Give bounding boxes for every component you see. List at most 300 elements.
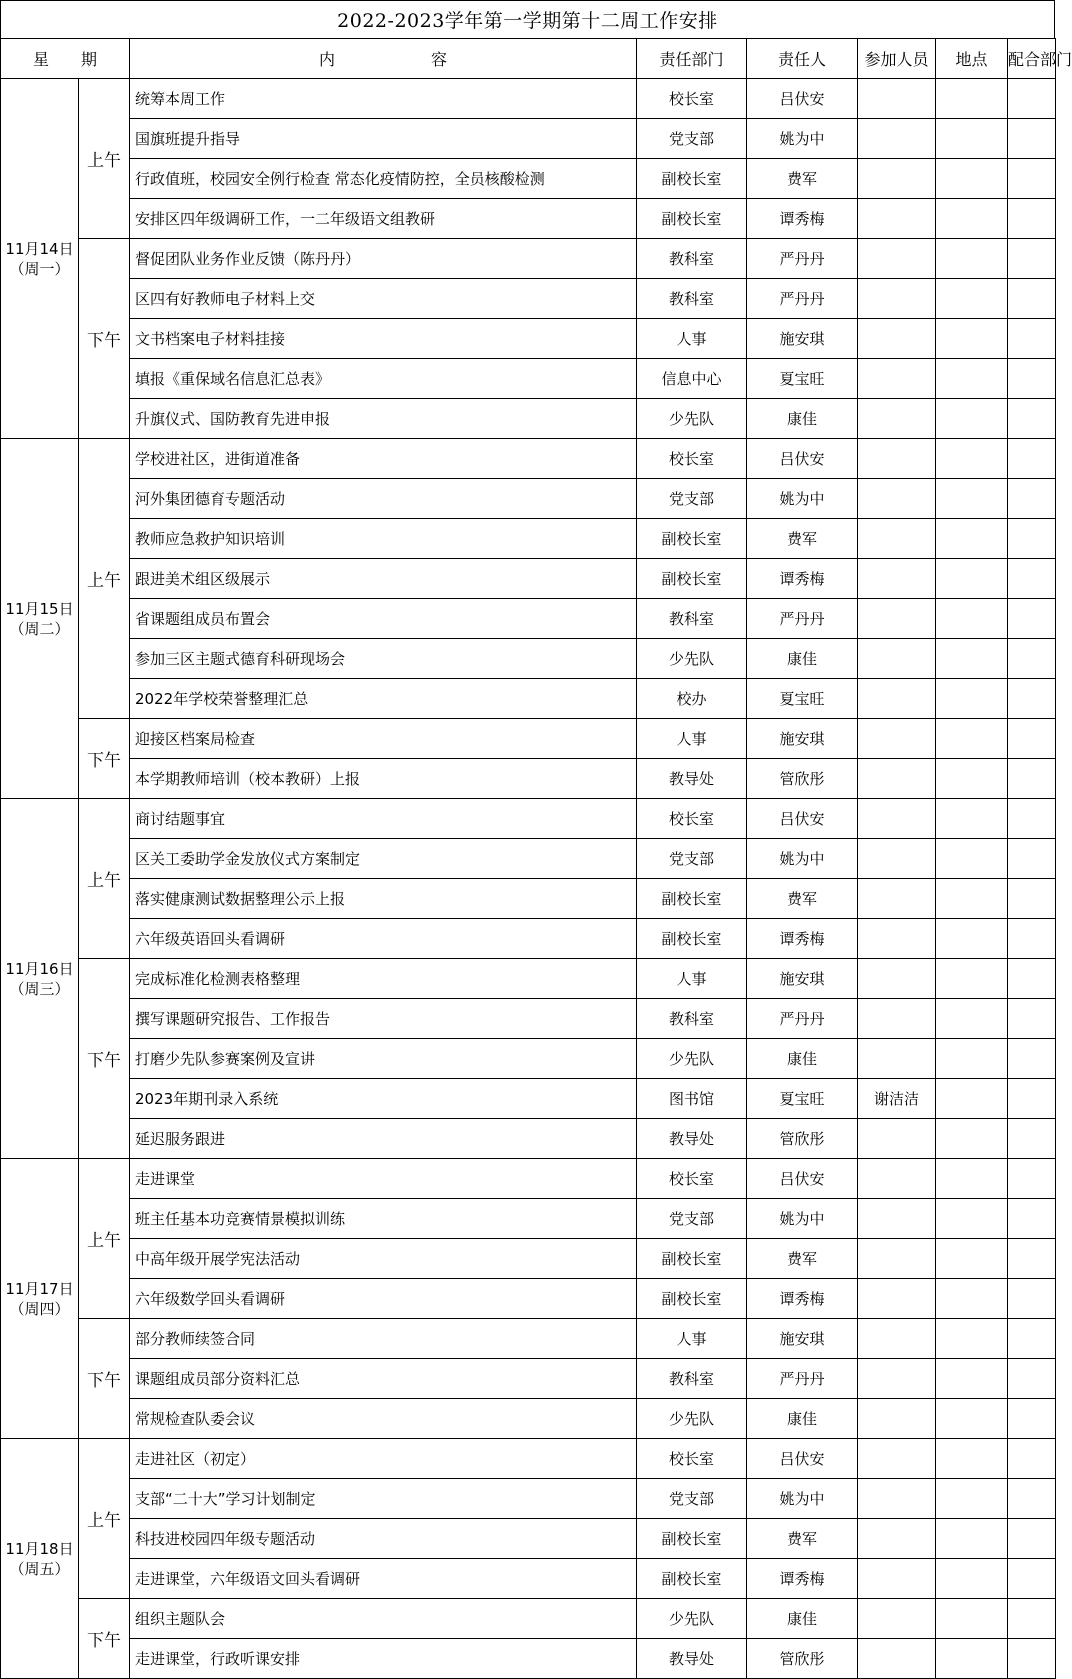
period-cell: 上午: [79, 1159, 130, 1319]
table-row: [1, 839, 1056, 879]
day-weekday: （周五）: [9, 1559, 70, 1578]
participants-cell: [858, 199, 936, 239]
content-cell: 班主任基本功竞赛情景模拟训练: [130, 1199, 637, 1239]
participants-cell: [858, 1399, 936, 1439]
person-cell: 夏宝旺: [747, 359, 858, 399]
participants-cell: [858, 1519, 936, 1559]
location-cell: [936, 1559, 1008, 1599]
coop-cell: [1008, 1479, 1056, 1519]
coop-cell: [1008, 359, 1056, 399]
table-row: [1, 1639, 1056, 1679]
content-cell: 课题组成员部分资料汇总: [130, 1359, 637, 1399]
participants-cell: [858, 1639, 936, 1679]
location-cell: [936, 1599, 1008, 1639]
content-cell: 走进课堂: [130, 1159, 637, 1199]
participants-cell: [858, 1599, 936, 1639]
table-row: [1, 439, 1056, 479]
person-cell: 吕伏安: [747, 439, 858, 479]
person-cell: 管欣彤: [747, 1119, 858, 1159]
coop-cell: [1008, 919, 1056, 959]
dept-cell: 校长室: [637, 1159, 747, 1199]
participants-cell: [858, 1559, 936, 1599]
dept-cell: 教科室: [637, 279, 747, 319]
dept-cell: 教科室: [637, 599, 747, 639]
content-cell: 组织主题队会: [130, 1599, 637, 1639]
participants-cell: [858, 359, 936, 399]
dept-cell: 党支部: [637, 1199, 747, 1239]
person-cell: 吕伏安: [747, 79, 858, 119]
coop-cell: [1008, 399, 1056, 439]
dept-cell: 图书馆: [637, 1079, 747, 1119]
location-cell: [936, 1319, 1008, 1359]
coop-cell: [1008, 1279, 1056, 1319]
participants-cell: [858, 639, 936, 679]
participants-cell: [858, 999, 936, 1039]
content-cell: 科技进校园四年级专题活动: [130, 1519, 637, 1559]
table-row: [1, 1559, 1056, 1599]
participants-cell: [858, 159, 936, 199]
coop-cell: [1008, 479, 1056, 519]
participants-cell: [858, 759, 936, 799]
coop-cell: [1008, 959, 1056, 999]
coop-cell: [1008, 1399, 1056, 1439]
person-cell: 康佳: [747, 1599, 858, 1639]
participants-cell: [858, 1359, 936, 1399]
table-row: [1, 199, 1056, 239]
participants-cell: [858, 79, 936, 119]
content-cell: 统筹本周工作: [130, 79, 637, 119]
dept-cell: 党支部: [637, 839, 747, 879]
location-cell: [936, 759, 1008, 799]
content-cell: 中高年级开展学宪法活动: [130, 1239, 637, 1279]
location-cell: [936, 719, 1008, 759]
person-cell: 谭秀梅: [747, 1559, 858, 1599]
person-cell: 吕伏安: [747, 1439, 858, 1479]
person-cell: 康佳: [747, 639, 858, 679]
period-cell: 下午: [79, 959, 130, 1159]
table-row: [1, 1359, 1056, 1399]
coop-cell: [1008, 879, 1056, 919]
coop-cell: [1008, 999, 1056, 1039]
table-row: [1, 1279, 1056, 1319]
person-cell: 费军: [747, 1519, 858, 1559]
content-cell: 区关工委助学金发放仪式方案制定: [130, 839, 637, 879]
table-row: [1, 1239, 1056, 1279]
table-row: [1, 999, 1056, 1039]
participants-cell: [858, 479, 936, 519]
table-row: [1, 919, 1056, 959]
content-cell: 打磨少先队参赛案例及宣讲: [130, 1039, 637, 1079]
coop-cell: [1008, 1599, 1056, 1639]
coop-cell: [1008, 79, 1056, 119]
location-cell: [936, 1079, 1008, 1119]
dept-cell: 教科室: [637, 999, 747, 1039]
header-coop: 配合部门: [1008, 39, 1056, 79]
table-row: [1, 1319, 1056, 1359]
dept-cell: 副校长室: [637, 919, 747, 959]
location-cell: [936, 599, 1008, 639]
content-cell: 走进课堂，行政听课安排: [130, 1639, 637, 1679]
table-row: [1, 879, 1056, 919]
location-cell: [936, 319, 1008, 359]
participants-cell: [858, 1279, 936, 1319]
content-cell: 2022年学校荣誉整理汇总: [130, 679, 637, 719]
header-participants: 参加人员: [858, 39, 936, 79]
participants-cell: [858, 1039, 936, 1079]
person-cell: 姚为中: [747, 479, 858, 519]
header-dept: 责任部门: [637, 39, 747, 79]
coop-cell: [1008, 719, 1056, 759]
person-cell: 姚为中: [747, 839, 858, 879]
location-cell: [936, 959, 1008, 999]
participants-cell: [858, 1119, 936, 1159]
table-row: [1, 759, 1056, 799]
table-row: [1, 1079, 1056, 1119]
header-person: 责任人: [747, 39, 858, 79]
day-cell: [1, 799, 79, 1159]
location-cell: [936, 879, 1008, 919]
dept-cell: 少先队: [637, 1399, 747, 1439]
location-cell: [936, 359, 1008, 399]
dept-cell: 校长室: [637, 439, 747, 479]
person-cell: 谭秀梅: [747, 199, 858, 239]
location-cell: [936, 439, 1008, 479]
participants-cell: [858, 319, 936, 359]
content-cell: 常规检查队委会议: [130, 1399, 637, 1439]
content-cell: 本学期教师培训（校本教研）上报: [130, 759, 637, 799]
coop-cell: [1008, 519, 1056, 559]
person-cell: 严丹丹: [747, 1359, 858, 1399]
location-cell: [936, 1359, 1008, 1399]
participants-cell: [858, 399, 936, 439]
table-row: [1, 1119, 1056, 1159]
table-row: [1, 279, 1056, 319]
dept-cell: 校长室: [637, 1439, 747, 1479]
period-cell: 上午: [79, 1439, 130, 1599]
person-cell: 费军: [747, 1239, 858, 1279]
coop-cell: [1008, 1239, 1056, 1279]
table-row: [1, 639, 1056, 679]
location-cell: [936, 1519, 1008, 1559]
person-cell: 施安琪: [747, 959, 858, 999]
content-cell: 落实健康测试数据整理公示上报: [130, 879, 637, 919]
dept-cell: 副校长室: [637, 1239, 747, 1279]
table-row: [1, 519, 1056, 559]
location-cell: [936, 1439, 1008, 1479]
table-row: [1, 1039, 1056, 1079]
table-row: [1, 1599, 1056, 1639]
participants-cell: [858, 679, 936, 719]
person-cell: 费军: [747, 879, 858, 919]
dept-cell: 副校长室: [637, 199, 747, 239]
coop-cell: [1008, 1199, 1056, 1239]
dept-cell: 副校长室: [637, 159, 747, 199]
coop-cell: [1008, 639, 1056, 679]
table-row: [1, 359, 1056, 399]
person-cell: 费军: [747, 519, 858, 559]
schedule-body: [1, 79, 1056, 1679]
person-cell: 吕伏安: [747, 799, 858, 839]
content-cell: 走进课堂，六年级语文回头看调研: [130, 1559, 637, 1599]
period-cell: 下午: [79, 1319, 130, 1439]
person-cell: 康佳: [747, 1039, 858, 1079]
content-cell: 延迟服务跟进: [130, 1119, 637, 1159]
dept-cell: 信息中心: [637, 359, 747, 399]
coop-cell: [1008, 1159, 1056, 1199]
dept-cell: 人事: [637, 719, 747, 759]
content-cell: 2023年期刊录入系统: [130, 1079, 637, 1119]
person-cell: 管欣彤: [747, 1639, 858, 1679]
coop-cell: [1008, 599, 1056, 639]
participants-cell: [858, 519, 936, 559]
dept-cell: 党支部: [637, 1479, 747, 1519]
content-cell: 教师应急救护知识培训: [130, 519, 637, 559]
coop-cell: [1008, 1079, 1056, 1119]
person-cell: 施安琪: [747, 1319, 858, 1359]
dept-cell: 教科室: [637, 239, 747, 279]
person-cell: 姚为中: [747, 1479, 858, 1519]
content-cell: 学校进社区，进街道准备: [130, 439, 637, 479]
coop-cell: [1008, 119, 1056, 159]
location-cell: [936, 79, 1008, 119]
content-cell: 部分教师续签合同: [130, 1319, 637, 1359]
table-row: [1, 479, 1056, 519]
location-cell: [936, 399, 1008, 439]
participants-cell: [858, 599, 936, 639]
content-cell: 安排区四年级调研工作，一二年级语文组教研: [130, 199, 637, 239]
period-cell: 上午: [79, 799, 130, 959]
coop-cell: [1008, 1559, 1056, 1599]
content-cell: 参加三区主题式德育科研现场会: [130, 639, 637, 679]
dept-cell: 教导处: [637, 759, 747, 799]
period-cell: 下午: [79, 239, 130, 439]
location-cell: [936, 1279, 1008, 1319]
dept-cell: 副校长室: [637, 1519, 747, 1559]
person-cell: 严丹丹: [747, 279, 858, 319]
participants-cell: [858, 879, 936, 919]
participants-cell: [858, 719, 936, 759]
location-cell: [936, 479, 1008, 519]
participants-cell: [858, 1239, 936, 1279]
table-row: [1, 119, 1056, 159]
person-cell: 谭秀梅: [747, 559, 858, 599]
content-cell: 支部“二十大”学习计划制定: [130, 1479, 637, 1519]
dept-cell: 校长室: [637, 799, 747, 839]
person-cell: 严丹丹: [747, 999, 858, 1039]
table-row: [1, 959, 1056, 999]
location-cell: [936, 519, 1008, 559]
dept-cell: 校长室: [637, 79, 747, 119]
participants-cell: [858, 959, 936, 999]
table-row: [1, 679, 1056, 719]
content-cell: 文书档案电子材料挂接: [130, 319, 637, 359]
content-cell: 督促团队业务作业反馈（陈丹丹）: [130, 239, 637, 279]
table-row: [1, 1479, 1056, 1519]
location-cell: [936, 1479, 1008, 1519]
person-cell: 严丹丹: [747, 239, 858, 279]
location-cell: [936, 119, 1008, 159]
table-row: [1, 1439, 1056, 1479]
coop-cell: [1008, 1439, 1056, 1479]
participants-cell: [858, 919, 936, 959]
table-row: [1, 1519, 1056, 1559]
location-cell: [936, 239, 1008, 279]
person-cell: 康佳: [747, 1399, 858, 1439]
participants-cell: [858, 239, 936, 279]
coop-cell: [1008, 1119, 1056, 1159]
table-row: [1, 239, 1056, 279]
table-row: [1, 719, 1056, 759]
participants-cell: [858, 439, 936, 479]
dept-cell: 党支部: [637, 119, 747, 159]
dept-cell: 教导处: [637, 1119, 747, 1159]
day-date: 11月15日: [5, 599, 74, 618]
location-cell: [936, 679, 1008, 719]
location-cell: [936, 1399, 1008, 1439]
table-row: [1, 399, 1056, 439]
location-cell: [936, 1639, 1008, 1679]
participants-cell: [858, 839, 936, 879]
location-cell: [936, 279, 1008, 319]
coop-cell: [1008, 1639, 1056, 1679]
location-cell: [936, 919, 1008, 959]
period-cell: 下午: [79, 719, 130, 799]
day-weekday: （周三）: [9, 979, 70, 998]
content-cell: 撰写课题研究报告、工作报告: [130, 999, 637, 1039]
table-row: [1, 319, 1056, 359]
dept-cell: 少先队: [637, 399, 747, 439]
coop-cell: [1008, 559, 1056, 599]
coop-cell: [1008, 839, 1056, 879]
dept-cell: 教科室: [637, 1359, 747, 1399]
dept-cell: 人事: [637, 319, 747, 359]
person-cell: 施安琪: [747, 319, 858, 359]
location-cell: [936, 1039, 1008, 1079]
coop-cell: [1008, 199, 1056, 239]
location-cell: [936, 1239, 1008, 1279]
dept-cell: 教导处: [637, 1639, 747, 1679]
dept-cell: 党支部: [637, 479, 747, 519]
content-cell: 迎接区档案局检查: [130, 719, 637, 759]
location-cell: [936, 199, 1008, 239]
dept-cell: 副校长室: [637, 879, 747, 919]
person-cell: 管欣彤: [747, 759, 858, 799]
content-cell: 河外集团德育专题活动: [130, 479, 637, 519]
header-row: [1, 39, 1056, 79]
coop-cell: [1008, 319, 1056, 359]
table-row: [1, 599, 1056, 639]
dept-cell: 副校长室: [637, 1559, 747, 1599]
person-cell: 费军: [747, 159, 858, 199]
content-cell: 省课题组成员布置会: [130, 599, 637, 639]
participants-cell: [858, 1479, 936, 1519]
coop-cell: [1008, 1359, 1056, 1399]
location-cell: [936, 559, 1008, 599]
dept-cell: 副校长室: [637, 1279, 747, 1319]
content-cell: 六年级英语回头看调研: [130, 919, 637, 959]
content-cell: 走进社区（初定）: [130, 1439, 637, 1479]
table-row: [1, 799, 1056, 839]
participants-cell: [858, 559, 936, 599]
person-cell: 谭秀梅: [747, 1279, 858, 1319]
period-cell: 上午: [79, 79, 130, 239]
day-weekday: （周二）: [9, 619, 70, 638]
day-date: 11月17日: [5, 1279, 74, 1298]
participants-cell: [858, 279, 936, 319]
coop-cell: [1008, 279, 1056, 319]
header-day: 星 期: [1, 39, 130, 79]
content-cell: 行政值班，校园安全例行检查 常态化疫情防控，全员核酸检测: [130, 159, 637, 199]
dept-cell: 人事: [637, 959, 747, 999]
dept-cell: 副校长室: [637, 519, 747, 559]
participants-cell: [858, 1159, 936, 1199]
period-cell: 上午: [79, 439, 130, 719]
day-cell: [1, 79, 79, 439]
location-cell: [936, 159, 1008, 199]
dept-cell: 少先队: [637, 1599, 747, 1639]
location-cell: [936, 639, 1008, 679]
dept-cell: 少先队: [637, 639, 747, 679]
person-cell: 谭秀梅: [747, 919, 858, 959]
coop-cell: [1008, 759, 1056, 799]
person-cell: 姚为中: [747, 119, 858, 159]
participants-cell: [858, 1439, 936, 1479]
person-cell: 严丹丹: [747, 599, 858, 639]
coop-cell: [1008, 679, 1056, 719]
day-cell: [1, 439, 79, 799]
participants-cell: [858, 1319, 936, 1359]
content-cell: 填报《重保域名信息汇总表》: [130, 359, 637, 399]
table-row: [1, 1199, 1056, 1239]
header-content: 内 容: [130, 39, 637, 79]
coop-cell: [1008, 1319, 1056, 1359]
day-date: 11月16日: [5, 959, 74, 978]
content-cell: 跟进美术组区级展示: [130, 559, 637, 599]
participants-cell: [858, 1199, 936, 1239]
location-cell: [936, 839, 1008, 879]
day-weekday: （周四）: [9, 1299, 70, 1318]
table-row: [1, 159, 1056, 199]
person-cell: 夏宝旺: [747, 1079, 858, 1119]
coop-cell: [1008, 159, 1056, 199]
table-row: [1, 1159, 1056, 1199]
content-cell: 完成标准化检测表格整理: [130, 959, 637, 999]
dept-cell: 副校长室: [637, 559, 747, 599]
person-cell: 夏宝旺: [747, 679, 858, 719]
dept-cell: 人事: [637, 1319, 747, 1359]
location-cell: [936, 1119, 1008, 1159]
person-cell: 姚为中: [747, 1199, 858, 1239]
day-cell: [1, 1159, 79, 1439]
day-date: 11月14日: [5, 239, 74, 258]
participants-cell: [858, 799, 936, 839]
content-cell: 国旗班提升指导: [130, 119, 637, 159]
schedule-table: [0, 38, 1072, 1679]
day-date: 11月18日: [5, 1539, 74, 1558]
table-row: [1, 559, 1056, 599]
table-row: [1, 79, 1056, 119]
participants-cell: [858, 119, 936, 159]
participants-cell: 谢洁洁: [858, 1079, 936, 1119]
content-cell: 区四有好教师电子材料上交: [130, 279, 637, 319]
day-cell: [1, 1439, 79, 1679]
period-cell: 下午: [79, 1599, 130, 1679]
coop-cell: [1008, 439, 1056, 479]
person-cell: 康佳: [747, 399, 858, 439]
content-cell: 六年级数学回头看调研: [130, 1279, 637, 1319]
content-cell: 商讨结题事宜: [130, 799, 637, 839]
location-cell: [936, 999, 1008, 1039]
